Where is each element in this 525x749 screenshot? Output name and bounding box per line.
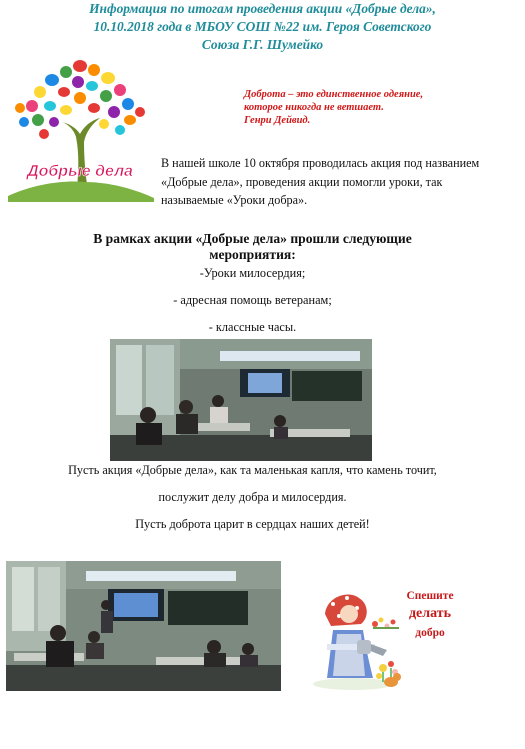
closing-line-2: послужит делу добра и милосердия.: [158, 490, 347, 504]
hand-leaves: [15, 60, 145, 139]
quote-author: Генри Дейвид.: [244, 115, 311, 126]
logo-text: Добрые дела: [27, 163, 133, 180]
event-item: - адресная помощь ветеранам;: [173, 293, 332, 307]
cat: [384, 673, 401, 687]
classroom-photo-icon: [110, 339, 372, 461]
event-item: -Уроки милосердия;: [199, 266, 306, 280]
quote-line-1: Доброта – это единственное одеяние,: [244, 89, 424, 100]
classroom-photo-icon: [6, 561, 281, 691]
quote-block: [244, 88, 525, 127]
header-line-2: 10.10.2018 года в МБОУ СОШ №22 им. Героя Советского: [93, 19, 432, 34]
tree-of-hands-icon: [4, 52, 156, 202]
intro-paragraph: В нашей школе 10 октября проводилась акция под названием «Добрые дела», проведения акции помогли уроки, так называемые «Уроки добра».: [161, 156, 480, 207]
closing-line-3: Пусть доброта царит в сердцах наших детей!: [135, 517, 370, 531]
events-heading-line-2: мероприятия:: [209, 247, 296, 262]
cta-line-3: добро: [415, 627, 445, 639]
header-line-1: Информация по итогам проведения акции «Добрые дела»,: [89, 1, 436, 16]
quote-line-2: которое никогда не ветшает.: [244, 102, 384, 113]
event-item: - классные часы.: [208, 320, 297, 334]
events-heading: [0, 231, 505, 263]
cta-line-2: делать: [408, 606, 452, 621]
closing-line-1: Пусть акция «Добрые дела», как та маленькая капля, что камень точит,: [68, 463, 437, 477]
page-header: [0, 0, 525, 54]
header-line-3: Союза Г.Г. Шумейко: [201, 37, 324, 52]
cta-line-1: Спешите: [406, 590, 454, 602]
events-heading-line-1: В рамках акции «Добрые дела» прошли следующие: [93, 231, 412, 246]
logo-ground: [8, 182, 154, 202]
